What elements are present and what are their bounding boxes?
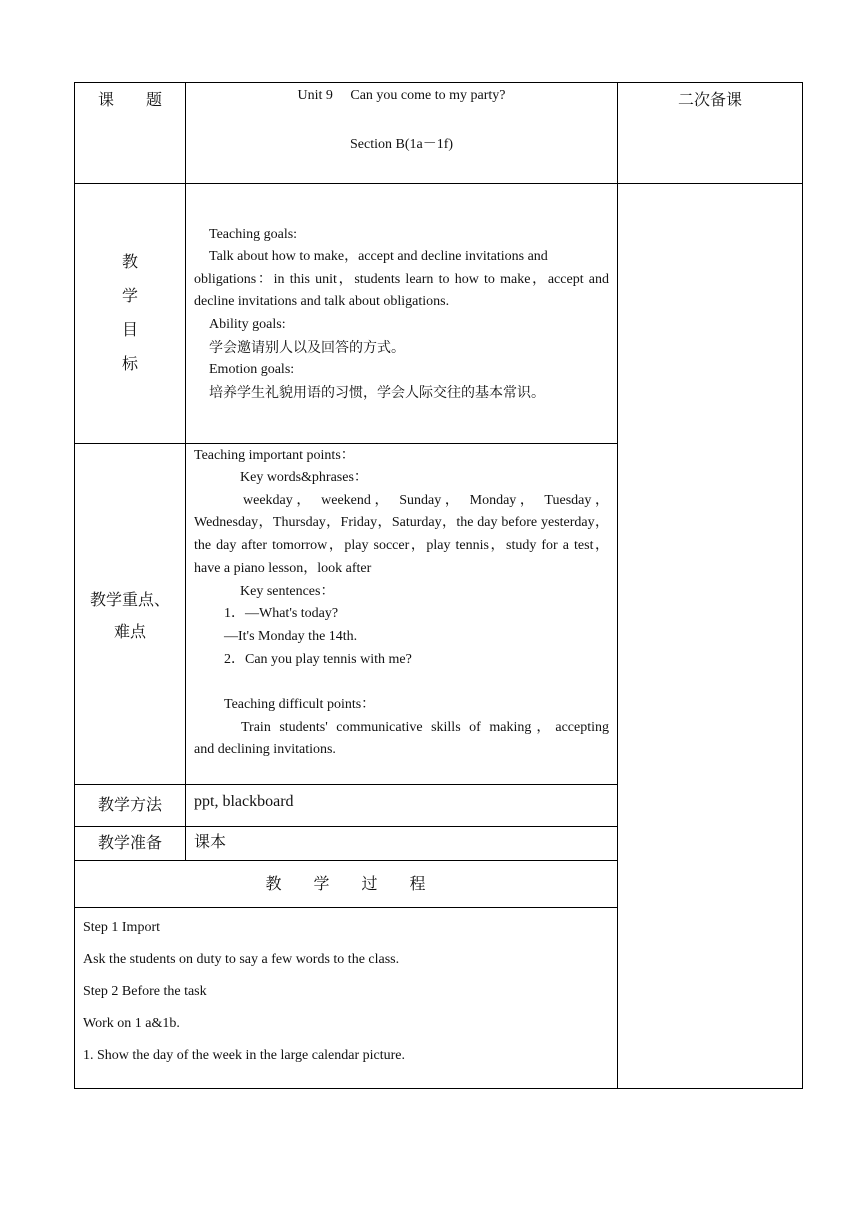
objectives-line: Emotion goals: (209, 362, 295, 377)
key-sentence: 2．Can you play tennis with me? (224, 652, 412, 667)
key-points-label: 教学重点、 (89, 590, 170, 609)
row-divider (74, 443, 617, 444)
process-step: Step 2 Before the task (83, 984, 207, 999)
key-words-line: the day after tomorrow，play soccer，play tennis，study for a test， (194, 538, 609, 553)
second-preparation-label: 二次备课 (677, 90, 742, 109)
objectives-label-char: 教 (121, 252, 138, 271)
process-step: 1. Show the day of the week in the large calendar picture. (83, 1048, 406, 1063)
row-divider (74, 826, 617, 827)
difficult-points-line: Train students' communicative skills of making，accepting (241, 720, 609, 735)
objectives-label-char: 学 (121, 286, 138, 305)
difficult-points-line: and declining invitations. (194, 742, 336, 757)
table-border-top (74, 82, 803, 83)
method-label: 教学方法 (97, 795, 162, 814)
row-divider (74, 860, 617, 861)
process-step: Ask the students on duty to say a few words to the class. (83, 952, 400, 967)
objectives-line: 培养学生礼貌用语的习惯，学会人际交往的基本常识。 (209, 385, 545, 401)
key-points-label: 难点 (113, 622, 146, 641)
preparation-value: 课本 (194, 832, 227, 851)
notes-column-divider (617, 82, 618, 1089)
key-sentence: —It's Monday the 14th. (224, 629, 358, 644)
topic-label: 课 题 (97, 90, 162, 109)
objectives-line: decline invitations and talk about obligations. (194, 294, 450, 309)
table-border-left (74, 82, 75, 1089)
objectives-label-char: 目 (121, 320, 138, 339)
objectives-line: Ability goals: (209, 317, 286, 332)
difficult-points-heading: Teaching difficult points： (224, 697, 376, 712)
row-divider (74, 907, 617, 908)
process-step: Work on 1 a&1b. (83, 1016, 180, 1031)
table-border-right (802, 82, 803, 1089)
objectives-line: obligations：in this unit，students learn to how to make，accept and (194, 272, 609, 287)
row-divider (74, 183, 803, 184)
key-words-heading: Key words&phrases： (240, 470, 368, 485)
key-sentences-heading: Key sentences： (240, 584, 335, 599)
lesson-section: Section B(1a－1f) (349, 137, 454, 152)
key-sentence: 1．—What's today? (224, 606, 339, 621)
objectives-label-char: 标 (121, 354, 138, 373)
key-words-line: Wednesday，Thursday，Friday，Saturday，the day before yesterday， (194, 515, 609, 530)
objectives-line: 学会邀请别人以及回答的方式。 (209, 340, 405, 356)
lesson-title: Unit 9 Can you come to my party? (297, 88, 506, 103)
key-words-line: have a piano lesson，look after (194, 561, 372, 576)
important-points-heading: Teaching important points： (194, 448, 355, 463)
key-words-line: weekday， weekend， Sunday， Monday， Tuesday， (243, 493, 609, 508)
objectives-line: Talk about how to make，accept and decline invitations and (209, 249, 548, 264)
table-border-bottom (74, 1088, 803, 1089)
objectives-line: Teaching goals: (209, 227, 298, 242)
row-divider (74, 784, 617, 785)
label-column-divider (185, 82, 186, 861)
process-heading: 教 学 过 程 (265, 874, 426, 893)
process-step: Step 1 Import (83, 920, 160, 935)
preparation-label: 教学准备 (97, 833, 162, 852)
method-value: ppt, blackboard (194, 793, 294, 810)
